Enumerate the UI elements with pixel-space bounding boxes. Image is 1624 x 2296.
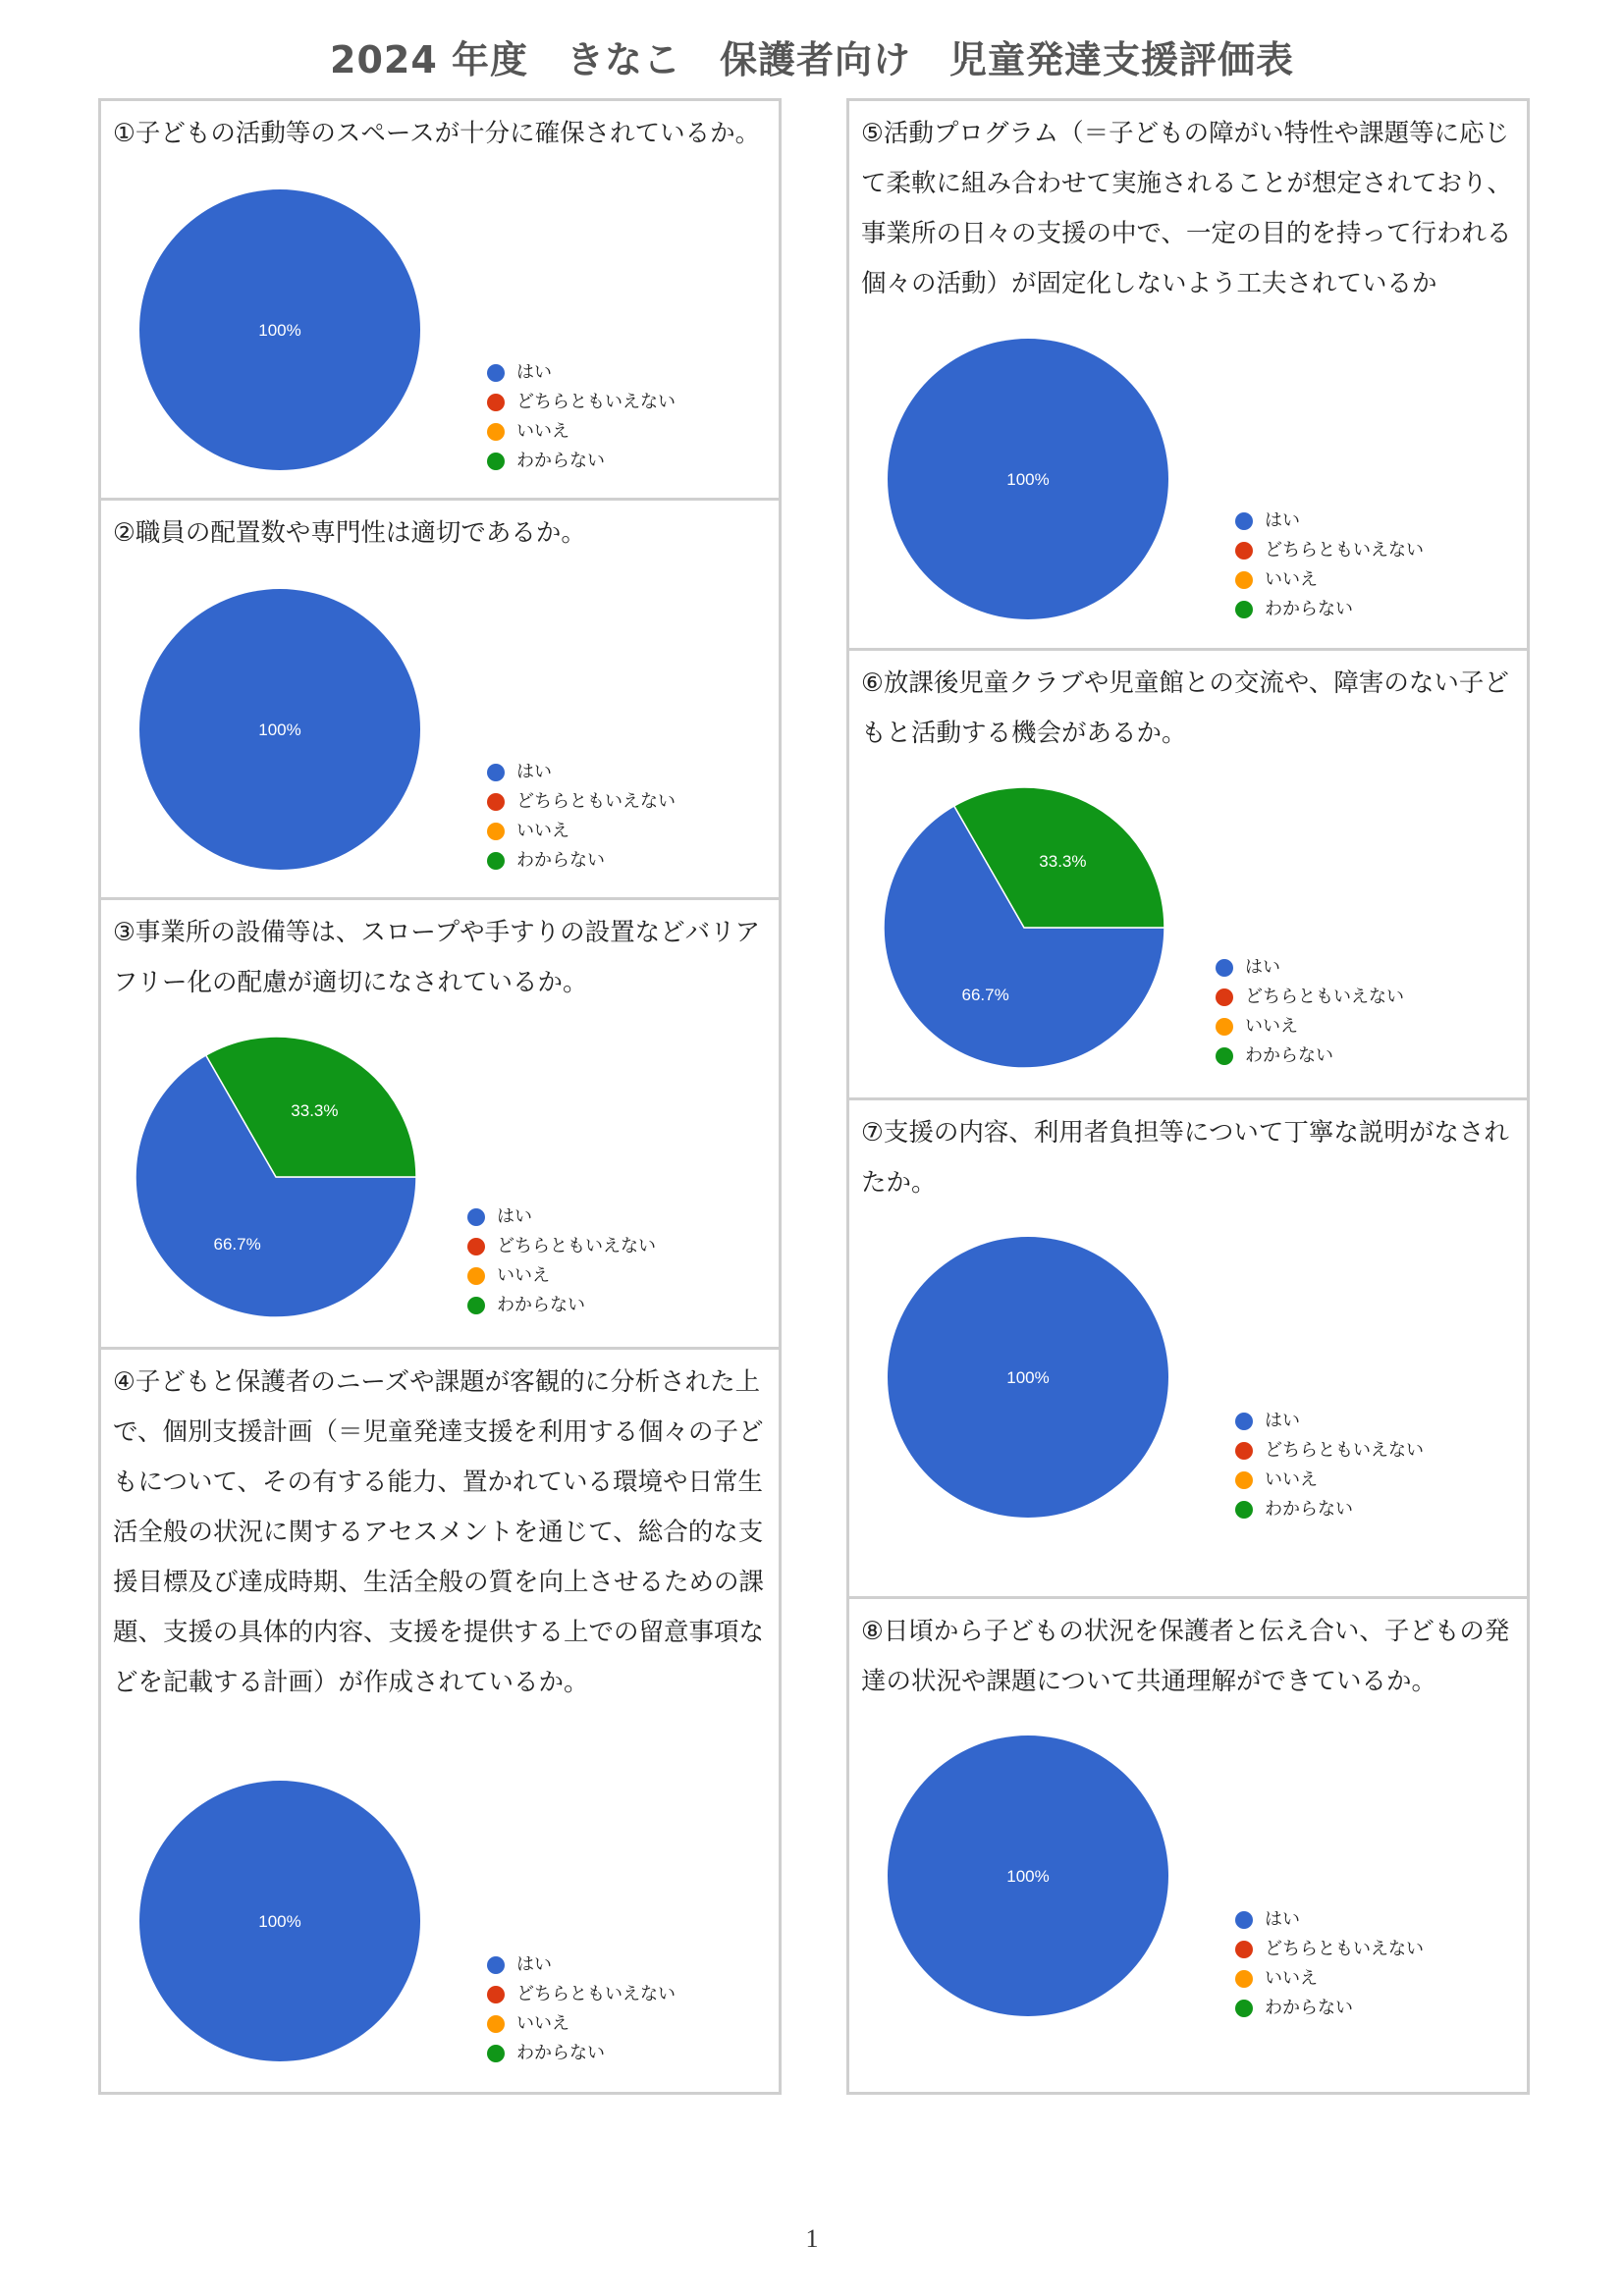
legend-label: はい	[516, 1954, 552, 1975]
pie-chart	[137, 587, 422, 872]
question-text: ①子どもの活動等のスペースが十分に確保されているか。	[113, 119, 761, 148]
legend-label: わからない	[497, 1295, 585, 1315]
legend-dot-icon	[487, 2015, 505, 2033]
survey-panel-q2	[101, 501, 779, 900]
slice-label: 33.3%	[291, 1100, 339, 1120]
legend-dot-icon	[467, 1297, 485, 1314]
legend-label: どちらともいえない	[1265, 1939, 1424, 1959]
legend-label: はい	[1245, 957, 1280, 978]
pie-chart	[886, 337, 1170, 621]
legend-label: いいえ	[1265, 1469, 1318, 1490]
legend-label: わからない	[516, 850, 605, 871]
legend-item	[1216, 1041, 1404, 1071]
legend-dot-icon	[487, 793, 505, 811]
slice-label: 100%	[1006, 1368, 1050, 1387]
survey-panel-q3	[101, 900, 779, 1350]
legend-item	[467, 1261, 656, 1291]
legend-dot-icon	[467, 1238, 485, 1255]
legend-label: わからない	[516, 2043, 605, 2063]
legend-label: はい	[1265, 1411, 1300, 1431]
legend-dot-icon	[1235, 2000, 1253, 2017]
chart-legend	[487, 358, 676, 476]
legend-item	[1235, 536, 1424, 565]
legend-dot-icon	[467, 1267, 485, 1285]
legend-label: どちらともいえない	[516, 392, 676, 412]
legend-dot-icon	[487, 453, 505, 470]
legend-dot-icon	[487, 394, 505, 411]
legend-dot-icon	[487, 2045, 505, 2062]
legend-item	[467, 1232, 656, 1261]
legend-dot-icon	[487, 852, 505, 870]
pie-chart	[886, 1734, 1170, 2018]
legend-dot-icon	[487, 364, 505, 382]
slice-label: 33.3%	[1039, 851, 1087, 871]
legend-item	[487, 388, 676, 417]
legend-label: いいえ	[1265, 569, 1318, 590]
legend-item	[1235, 595, 1424, 624]
chart-legend	[1235, 1905, 1424, 2023]
page-number: 1	[805, 2224, 819, 2253]
legend-label: いいえ	[516, 821, 569, 841]
survey-panel-q5	[849, 101, 1527, 651]
legend-dot-icon	[1235, 571, 1253, 589]
legend-item	[487, 758, 676, 787]
legend-label: はい	[516, 362, 552, 383]
legend-label: わからない	[1245, 1045, 1333, 1066]
survey-panel-q1	[101, 101, 779, 501]
legend-label: わからない	[516, 451, 605, 471]
survey-panel-q7	[849, 1100, 1527, 1599]
legend-dot-icon	[487, 823, 505, 840]
question-text: ⑥放課後児童クラブや児童館との交流や、障害のない子どもと活動する機会があるか。	[861, 668, 1509, 748]
legend-label: いいえ	[516, 2013, 569, 2034]
slice-label: 100%	[1006, 1867, 1050, 1886]
legend-item	[1235, 1935, 1424, 1964]
survey-panel-q4	[101, 1350, 779, 2092]
slice-label: 100%	[1006, 470, 1050, 489]
question-text: ④子どもと保護者のニーズや課題が客観的に分析された上で、個別支援計画（＝児童発達支援を利用する個々の子どもについて、その有する能力、置かれている環境や日常生活全般の状況に関するアセスメントを通じて、総合的な支援目標及び達成時期、生活全般の質を向上させるための課題、支援の具体的内容、支援を提供する上での留意事項などを記載する計画）が作成されているか。	[113, 1367, 765, 1697]
survey-panel-q8	[849, 1599, 1527, 2098]
legend-dot-icon	[1235, 542, 1253, 560]
legend-item	[1235, 1407, 1424, 1436]
legend-dot-icon	[1216, 1018, 1233, 1036]
legend-item	[1235, 1466, 1424, 1495]
legend-dot-icon	[1235, 1471, 1253, 1489]
chart-legend	[1216, 953, 1404, 1071]
legend-item	[1235, 565, 1424, 595]
legend-label: わからない	[1265, 599, 1353, 619]
pie-chart	[882, 785, 1166, 1070]
chart-legend	[1235, 1407, 1424, 1524]
legend-label: どちらともいえない	[1265, 1440, 1424, 1461]
legend-dot-icon	[487, 423, 505, 441]
legend-label: はい	[497, 1206, 532, 1227]
legend-label: どちらともいえない	[1245, 987, 1404, 1007]
question-text: ⑧日頃から子どもの状況を保護者と伝え合い、子どもの発達の状況や課題について共通理解ができているか。	[861, 1617, 1510, 1696]
legend-dot-icon	[487, 1956, 505, 1974]
legend-item	[487, 1950, 676, 1980]
question-text: ⑤活動プログラム（＝子どもの障がい特性や課題等に応じて柔軟に組み合わせて実施されることが想定されており、事業所の日々の支援の中で、一定の目的を持って行われる個々の活動）が固定化しないよう工夫されているか	[861, 119, 1513, 298]
pie-chart	[137, 187, 422, 472]
legend-label: いいえ	[497, 1265, 550, 1286]
legend-dot-icon	[1216, 959, 1233, 977]
legend-item	[467, 1291, 656, 1320]
legend-dot-icon	[487, 1986, 505, 2003]
slice-label: 100%	[258, 321, 301, 340]
legend-item	[487, 358, 676, 388]
page-title: 2024 年度 きなこ 保護者向け 児童発達支援評価表	[330, 38, 1294, 81]
legend-label: いいえ	[1265, 1968, 1318, 1989]
legend-label: どちらともいえない	[1265, 540, 1424, 561]
legend-dot-icon	[1235, 1970, 1253, 1988]
legend-item	[1235, 1964, 1424, 1994]
chart-legend	[487, 758, 676, 876]
legend-item	[487, 1980, 676, 2009]
legend-label: どちらともいえない	[516, 1984, 676, 2004]
legend-label: わからない	[1265, 1998, 1353, 2018]
legend-dot-icon	[467, 1208, 485, 1226]
legend-dot-icon	[1216, 1047, 1233, 1065]
legend-item	[1235, 1905, 1424, 1935]
legend-dot-icon	[1235, 1911, 1253, 1929]
legend-dot-icon	[487, 764, 505, 781]
survey-panel-q6	[849, 651, 1527, 1100]
legend-label: いいえ	[516, 421, 569, 442]
chart-legend	[487, 1950, 676, 2068]
legend-dot-icon	[1235, 1941, 1253, 1958]
slice-label: 66.7%	[961, 986, 1009, 1005]
slice-label: 100%	[258, 1912, 301, 1931]
legend-item	[1235, 1436, 1424, 1466]
question-text: ②職員の配置数や専門性は適切であるか。	[113, 518, 586, 548]
legend-dot-icon	[1216, 988, 1233, 1006]
legend-item	[1235, 1994, 1424, 2023]
legend-dot-icon	[1235, 1413, 1253, 1430]
right-column	[846, 98, 1530, 2095]
legend-label: はい	[1265, 510, 1300, 531]
legend-item	[1216, 1012, 1404, 1041]
legend-dot-icon	[1235, 1442, 1253, 1460]
pie-chart	[886, 1235, 1170, 1520]
pie-chart	[134, 1035, 418, 1319]
legend-item	[487, 417, 676, 447]
legend-item	[1235, 1495, 1424, 1524]
legend-item	[1235, 507, 1424, 536]
legend-label: わからない	[1265, 1499, 1353, 1520]
legend-item	[1216, 983, 1404, 1012]
legend-label: いいえ	[1245, 1016, 1298, 1037]
left-column	[98, 98, 782, 2095]
legend-item	[487, 787, 676, 817]
legend-item	[487, 447, 676, 476]
legend-label: はい	[1265, 1909, 1300, 1930]
pie-chart	[137, 1779, 422, 2063]
legend-item	[1216, 953, 1404, 983]
legend-item	[467, 1202, 656, 1232]
chart-legend	[467, 1202, 656, 1320]
question-text: ③事業所の設備等は、スロープや手すりの設置などバリアフリー化の配慮が適切になされているか。	[113, 918, 761, 997]
legend-item	[487, 846, 676, 876]
legend-dot-icon	[1235, 1501, 1253, 1519]
question-text: ⑦支援の内容、利用者負担等について丁寧な説明がなされたか。	[861, 1118, 1509, 1198]
legend-dot-icon	[1235, 512, 1253, 530]
legend-label: はい	[516, 762, 552, 782]
legend-dot-icon	[1235, 601, 1253, 618]
legend-item	[487, 2039, 676, 2068]
slice-label: 66.7%	[213, 1235, 261, 1255]
legend-item	[487, 2009, 676, 2039]
slice-label: 100%	[258, 721, 301, 739]
legend-label: どちらともいえない	[497, 1236, 656, 1256]
legend-item	[487, 817, 676, 846]
chart-legend	[1235, 507, 1424, 624]
legend-label: どちらともいえない	[516, 791, 676, 812]
